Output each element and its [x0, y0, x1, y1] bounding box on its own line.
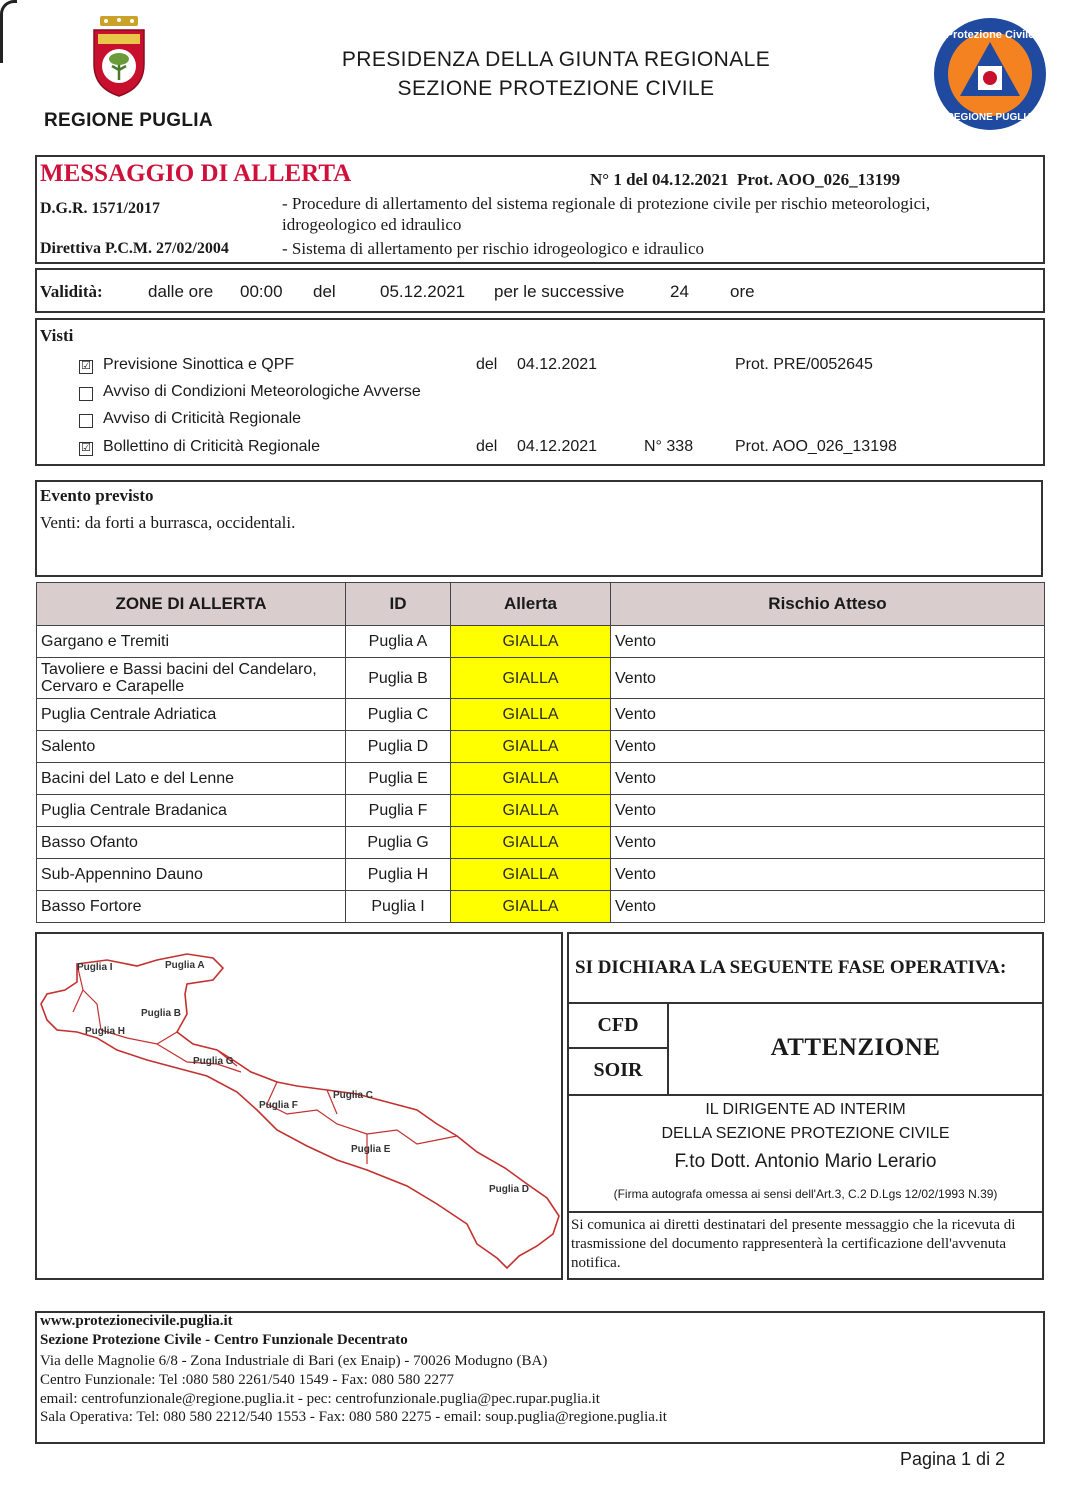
zone-name: Puglia Centrale Bradanica — [37, 795, 346, 827]
map-label-c: Puglia C — [333, 1090, 374, 1101]
validity-date: 05.12.2021 — [380, 282, 466, 301]
visti-item-del: del — [476, 438, 498, 455]
page-number: Pagina 1 di 2 — [900, 1449, 1006, 1469]
table-row — [37, 731, 1045, 763]
footer-sala: Sala Operativa: Tel: 080 580 2212/540 1553 - Fax: 080 580 2275 - email: soup.puglia@regione.puglia.it — [40, 1409, 667, 1425]
zone-risk: Vento — [611, 827, 1045, 859]
visti-checkbox — [79, 387, 93, 401]
table-row — [37, 795, 1045, 827]
zone-name: Puglia Centrale Adriatica — [37, 699, 346, 731]
map-label-a: Puglia A — [165, 960, 205, 971]
zone-risk: Vento — [611, 859, 1045, 891]
page-corner — [0, 0, 17, 63]
signature-note: (Firma autografa omessa ai sensi dell'Art.3, C.2 D.Lgs 12/02/1993 N.39) — [613, 1187, 998, 1201]
map-label-i: Puglia I — [77, 962, 113, 973]
zone-alert: GIALLA — [451, 658, 611, 699]
header-allerta: Allerta — [451, 583, 611, 626]
visti-item-label: Bollettino di Criticità Regionale — [103, 438, 320, 455]
table-row — [37, 827, 1045, 859]
visti-item-date: 04.12.2021 — [517, 438, 598, 455]
zone-id: Puglia F — [346, 795, 451, 827]
zone-alert: GIALLA — [451, 763, 611, 795]
zone-risk: Vento — [611, 763, 1045, 795]
zones-table — [36, 582, 1045, 923]
validity-ore: ore — [730, 282, 755, 301]
map-label-b: Puglia B — [141, 1008, 182, 1019]
evento-label: Evento previsto — [40, 486, 154, 505]
signature: F.to Dott. Antonio Mario Lerario — [674, 1151, 937, 1172]
message-number: N° 1 del 04.12.2021 Prot. AOO_026_13199 — [590, 170, 901, 189]
zone-alert: GIALLA — [451, 859, 611, 891]
protezione-civile-seal — [932, 16, 1048, 132]
zone-risk: Vento — [611, 891, 1045, 923]
visti-label: Visti — [40, 326, 74, 345]
header-title-1: PRESIDENZA DELLA GIUNTA REGIONALE — [341, 48, 771, 71]
zone-id: Puglia I — [346, 891, 451, 923]
footer-website: www.protezionecivile.puglia.it — [40, 1313, 233, 1329]
validity-label: Validità: — [40, 282, 103, 301]
dgr-text-2: idrogeologico ed idraulico — [282, 215, 462, 234]
zone-name: Bacini del Lato e del Lenne — [37, 763, 346, 795]
visti-item-label: Previsione Sinottica e QPF — [103, 356, 295, 373]
visti-item-number: N° 338 — [644, 438, 694, 455]
directive-text: - Sistema di allertamento per rischio idrogeologico e idraulico — [282, 239, 705, 258]
validity-time: 00:00 — [240, 282, 283, 301]
fase-title: SI DICHIARA LA SEGUENTE FASE OPERATIVA: — [575, 957, 1007, 978]
zone-id: Puglia G — [346, 827, 451, 859]
zone-risk: Vento — [611, 658, 1045, 699]
zone-alert: GIALLA — [451, 731, 611, 763]
zone-id: Puglia B — [346, 658, 451, 699]
footer-centro: Centro Funzionale: Tel :080 580 2261/540 1549 - Fax: 080 580 2277 — [40, 1372, 455, 1388]
svg-text:REGIONE PUGLIA: REGIONE PUGLIA — [946, 112, 1034, 123]
table-row — [37, 859, 1045, 891]
svg-text:Protezione Civile: Protezione Civile — [945, 29, 1035, 41]
zone-risk: Vento — [611, 699, 1045, 731]
table-row — [37, 699, 1045, 731]
validity-del: del — [313, 282, 336, 301]
footer-section: Sezione Protezione Civile - Centro Funzionale Decentrato — [40, 1332, 408, 1348]
table-row — [37, 763, 1045, 795]
map-label-h: Puglia H — [85, 1026, 126, 1037]
zone-name: Basso Ofanto — [37, 827, 346, 859]
header-rischio: Rischio Atteso — [611, 583, 1045, 626]
region-name: REGIONE PUGLIA — [44, 110, 213, 131]
visti-item-prot: Prot. PRE/0052645 — [735, 356, 873, 373]
zone-risk: Vento — [611, 626, 1045, 658]
zone-name: Gargano e Tremiti — [37, 626, 346, 658]
visti-item-date: 04.12.2021 — [517, 356, 598, 373]
zone-alert: GIALLA — [451, 827, 611, 859]
comunica-text: Si comunica ai diretti destinatari del presente messaggio che la ricevuta di trasmissione del documento rappresenterà la certificazione dell'avvenuta notifica. — [571, 1217, 1016, 1271]
region-crest — [90, 14, 148, 98]
header-zone: ZONE DI ALLERTA — [37, 583, 346, 626]
header-title-2: SEZIONE PROTEZIONE CIVILE — [397, 77, 715, 100]
table-row — [37, 626, 1045, 658]
message-title: MESSAGGIO DI ALLERTA — [40, 160, 352, 187]
visti-checkbox: ☑ — [79, 360, 93, 374]
fase-soir: SOIR — [593, 1059, 643, 1081]
visti-checkbox — [79, 414, 93, 428]
map-label-d: Puglia D — [489, 1184, 530, 1195]
fase-cfd: CFD — [597, 1014, 639, 1036]
directive-label: Direttiva P.C.M. 27/02/2004 — [40, 240, 229, 257]
map-label-e: Puglia E — [351, 1144, 391, 1155]
zone-alert: GIALLA — [451, 891, 611, 923]
zone-name: Tavoliere e Bassi bacini del Candelaro, Cervaro e Carapelle — [37, 658, 346, 699]
footer-address: Via delle Magnolie 6/8 - Zona Industriale di Bari (ex Enaip) - 70026 Modugno (BA) — [40, 1353, 548, 1369]
validity-hours: 24 — [670, 282, 689, 301]
dgr-label: D.G.R. 1571/2017 — [40, 200, 160, 217]
dirigente-line-1: IL DIRIGENTE AD INTERIM — [705, 1101, 906, 1118]
map-label-g: Puglia G — [193, 1056, 234, 1067]
table-row — [37, 658, 1045, 699]
zone-id: Puglia H — [346, 859, 451, 891]
zone-name: Salento — [37, 731, 346, 763]
visti-item-label: Avviso di Criticità Regionale — [103, 410, 302, 427]
map-label-f: Puglia F — [259, 1100, 298, 1111]
table-row — [37, 891, 1045, 923]
validity-from-label: dalle ore — [148, 282, 214, 301]
dirigente-line-2: DELLA SEZIONE PROTEZIONE CIVILE — [661, 1125, 950, 1142]
fase-value: ATTENZIONE — [770, 1034, 941, 1061]
visti-item-del: del — [476, 356, 498, 373]
zone-risk: Vento — [611, 795, 1045, 827]
zone-id: Puglia D — [346, 731, 451, 763]
visti-item-label: Avviso di Condizioni Meteorologiche Avverse — [103, 383, 421, 400]
visti-item-prot: Prot. AOO_026_13198 — [735, 438, 897, 455]
dgr-text-1: - Procedure di allertamento del sistema regionale di protezione civile per rischio meteorologici, — [282, 194, 931, 213]
map-box — [35, 932, 563, 1280]
footer-email: email: centrofunzionale@regione.puglia.it - pec: centrofunzionale.puglia@pec.rupar.puglia.it — [40, 1391, 600, 1407]
zone-alert: GIALLA — [451, 699, 611, 731]
zone-alert: GIALLA — [451, 795, 611, 827]
validity-next: per le successive — [494, 282, 625, 301]
zone-id: Puglia A — [346, 626, 451, 658]
visti-checkbox: ☑ — [79, 442, 93, 456]
evento-text: Venti: da forti a burrasca, occidentali. — [40, 513, 296, 532]
header-id: ID — [346, 583, 451, 626]
puglia-map — [37, 934, 561, 1278]
zone-name: Basso Fortore — [37, 891, 346, 923]
zone-name: Sub-Appennino Dauno — [37, 859, 346, 891]
zone-id: Puglia E — [346, 763, 451, 795]
zone-id: Puglia C — [346, 699, 451, 731]
zone-risk: Vento — [611, 731, 1045, 763]
zone-alert: GIALLA — [451, 626, 611, 658]
